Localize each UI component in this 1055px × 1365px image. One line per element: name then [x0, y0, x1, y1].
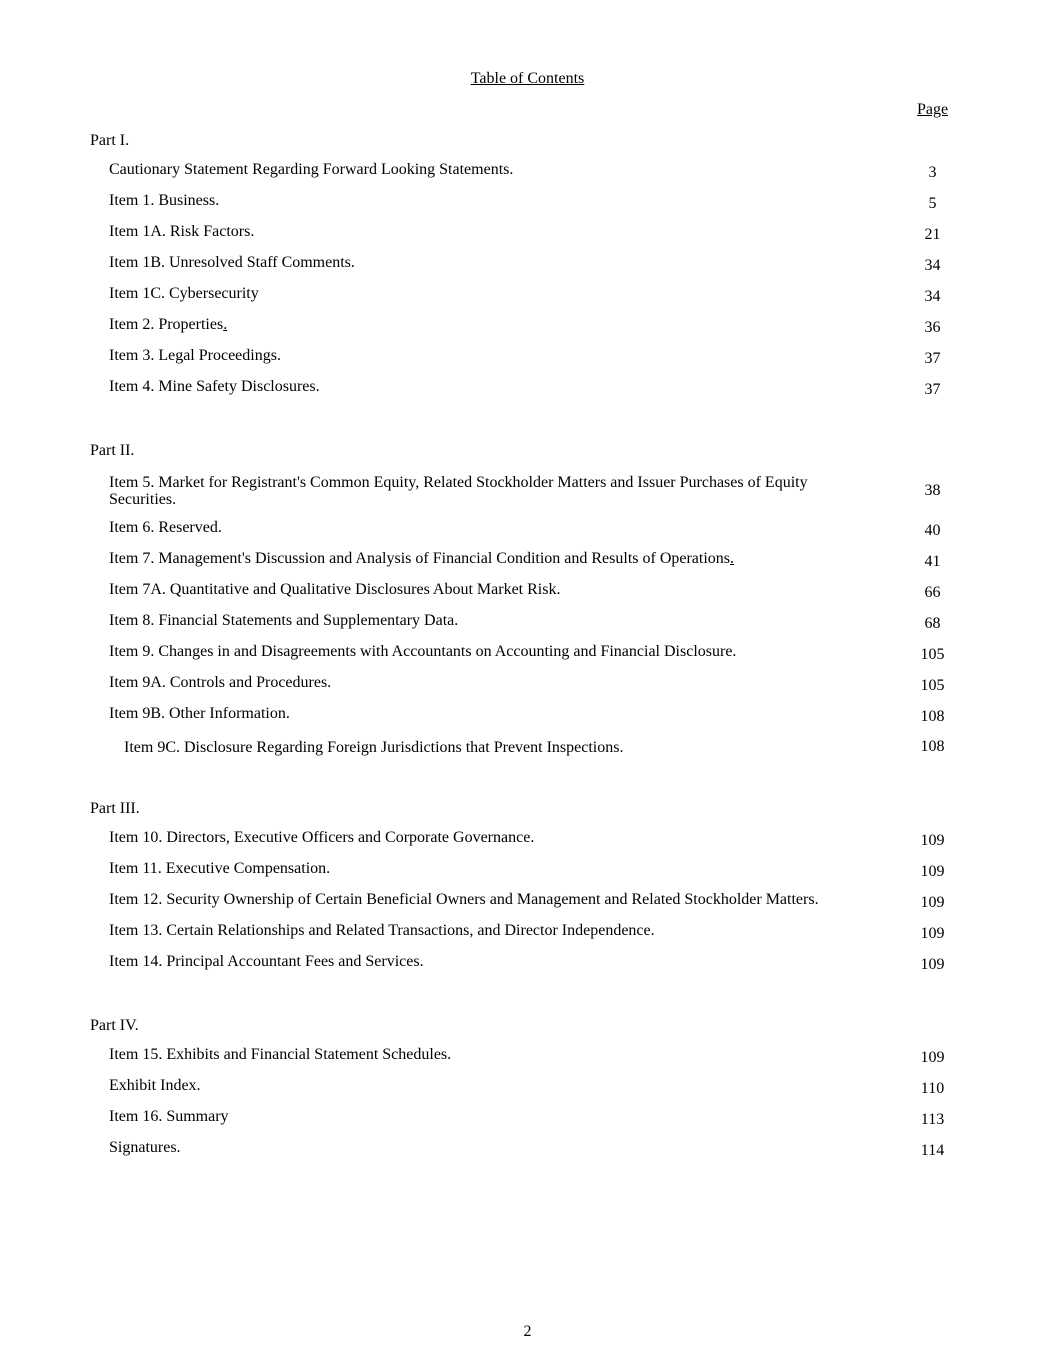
toc-page-item-10[interactable]: 109 [920, 832, 945, 849]
toc-entry-signatures[interactable]: Signatures. [109, 1139, 181, 1156]
toc-page-item-9[interactable]: 105 [920, 646, 945, 663]
toc-page-item-1[interactable]: 5 [928, 195, 937, 212]
toc-title-text: Table of Contents [470, 70, 585, 87]
toc-entry-item-7-text: Item 7. Management's Discussion and Analysis of Financial Condition and Results of Operations [109, 550, 731, 567]
toc-page-item-3[interactable]: 37 [924, 350, 941, 367]
toc-page-item-14[interactable]: 109 [920, 956, 945, 973]
toc-page-item-9b[interactable]: 108 [920, 708, 945, 725]
toc-page-item-1c[interactable]: 34 [924, 288, 941, 305]
toc-entry-item-11[interactable]: Item 11. Executive Compensation. [109, 860, 331, 877]
toc-entry-item-2-text: Item 2. Properties [109, 316, 224, 333]
toc-page-item-8[interactable]: 68 [924, 615, 941, 632]
toc-entry-item-15[interactable]: Item 15. Exhibits and Financial Statement Schedules. [109, 1046, 452, 1063]
toc-entry-item-16[interactable]: Item 16. Summary [109, 1108, 229, 1125]
toc-page-exhibit-index[interactable]: 110 [920, 1080, 945, 1097]
toc-page-item-12[interactable]: 109 [920, 894, 945, 911]
toc-page-item-4[interactable]: 37 [924, 381, 941, 398]
toc-page-item-15[interactable]: 109 [920, 1049, 945, 1066]
part-1-label: Part I. [90, 132, 130, 149]
toc-entry-item-12[interactable]: Item 12. Security Ownership of Certain Beneficial Owners and Management and Related Stockholder Matters. [109, 891, 819, 908]
footer-page-number: 2 [523, 1323, 532, 1340]
toc-entry-item-1[interactable]: Item 1. Business. [109, 192, 220, 209]
toc-page-item-1b[interactable]: 34 [924, 257, 941, 274]
toc-entry-item-7[interactable] [109, 550, 734, 568]
toc-entry-item-2[interactable] [109, 316, 227, 334]
toc-entry-item-9a[interactable]: Item 9A. Controls and Procedures. [109, 674, 332, 691]
toc-entry-item-13[interactable]: Item 13. Certain Relationships and Related Transactions, and Director Independence. [109, 922, 655, 939]
toc-entry-item-9b[interactable]: Item 9B. Other Information. [109, 705, 290, 722]
toc-page-item-9c[interactable]: 108 [920, 738, 945, 755]
toc-entry-item-10[interactable]: Item 10. Directors, Executive Officers and Corporate Governance. [109, 829, 535, 846]
toc-page-item-9a[interactable]: 105 [920, 677, 945, 694]
toc-entry-item-8[interactable]: Item 8. Financial Statements and Supplementary Data. [109, 612, 459, 629]
toc-entry-item-14[interactable]: Item 14. Principal Accountant Fees and Services. [109, 953, 424, 970]
part-3-label: Part III. [90, 800, 140, 817]
toc-page-item-16[interactable]: 113 [920, 1111, 945, 1128]
part-2-label: Part II. [90, 442, 135, 459]
toc-entry-item-4[interactable]: Item 4. Mine Safety Disclosures. [109, 378, 320, 395]
toc-page-item-6[interactable]: 40 [924, 522, 941, 539]
toc-entry-item-2-period: . [223, 316, 228, 333]
toc-entry-exhibit-index[interactable]: Exhibit Index. [109, 1077, 201, 1094]
toc-page-signatures[interactable]: 114 [920, 1142, 945, 1159]
toc-entry-item-3[interactable]: Item 3. Legal Proceedings. [109, 347, 281, 364]
toc-entry-item-1c[interactable]: Item 1C. Cybersecurity [109, 285, 259, 302]
toc-page-item-2[interactable]: 36 [924, 319, 941, 336]
toc-entry-item-1b[interactable]: Item 1B. Unresolved Staff Comments. [109, 254, 355, 271]
toc-entry-item-9c[interactable]: Item 9C. Disclosure Regarding Foreign Jurisdictions that Prevent Inspections. [124, 739, 624, 756]
toc-page-item-13[interactable]: 109 [920, 925, 945, 942]
toc-entry-item-1a[interactable]: Item 1A. Risk Factors. [109, 223, 255, 240]
toc-page-item-1a[interactable]: 21 [924, 226, 941, 243]
toc-entry-item-7a[interactable]: Item 7A. Quantitative and Qualitative Disclosures About Market Risk. [109, 581, 561, 598]
toc-page-item-5[interactable]: 38 [924, 482, 941, 499]
toc-page-item-7[interactable]: 41 [924, 553, 941, 570]
toc-entry-item-7-period: . [730, 550, 735, 567]
toc-entry-item-9[interactable]: Item 9. Changes in and Disagreements with Accountants on Accounting and Financial Disclosure. [109, 643, 737, 660]
toc-entry-item-6[interactable]: Item 6. Reserved. [109, 519, 222, 536]
toc-page-cautionary[interactable]: 3 [928, 164, 937, 181]
part-4-label: Part IV. [90, 1017, 139, 1034]
page-column-header: Page [916, 101, 949, 118]
toc-page-item-7a[interactable]: 66 [924, 584, 941, 601]
toc-entry-item-5[interactable]: Item 5. Market for Registrant's Common Equity, Related Stockholder Matters and Issuer Purchases of Equity Securities. [109, 474, 808, 508]
toc-page-item-11[interactable]: 109 [920, 863, 945, 880]
toc-entry-cautionary[interactable]: Cautionary Statement Regarding Forward Looking Statements. [109, 161, 514, 178]
toc-title [0, 70, 1055, 88]
